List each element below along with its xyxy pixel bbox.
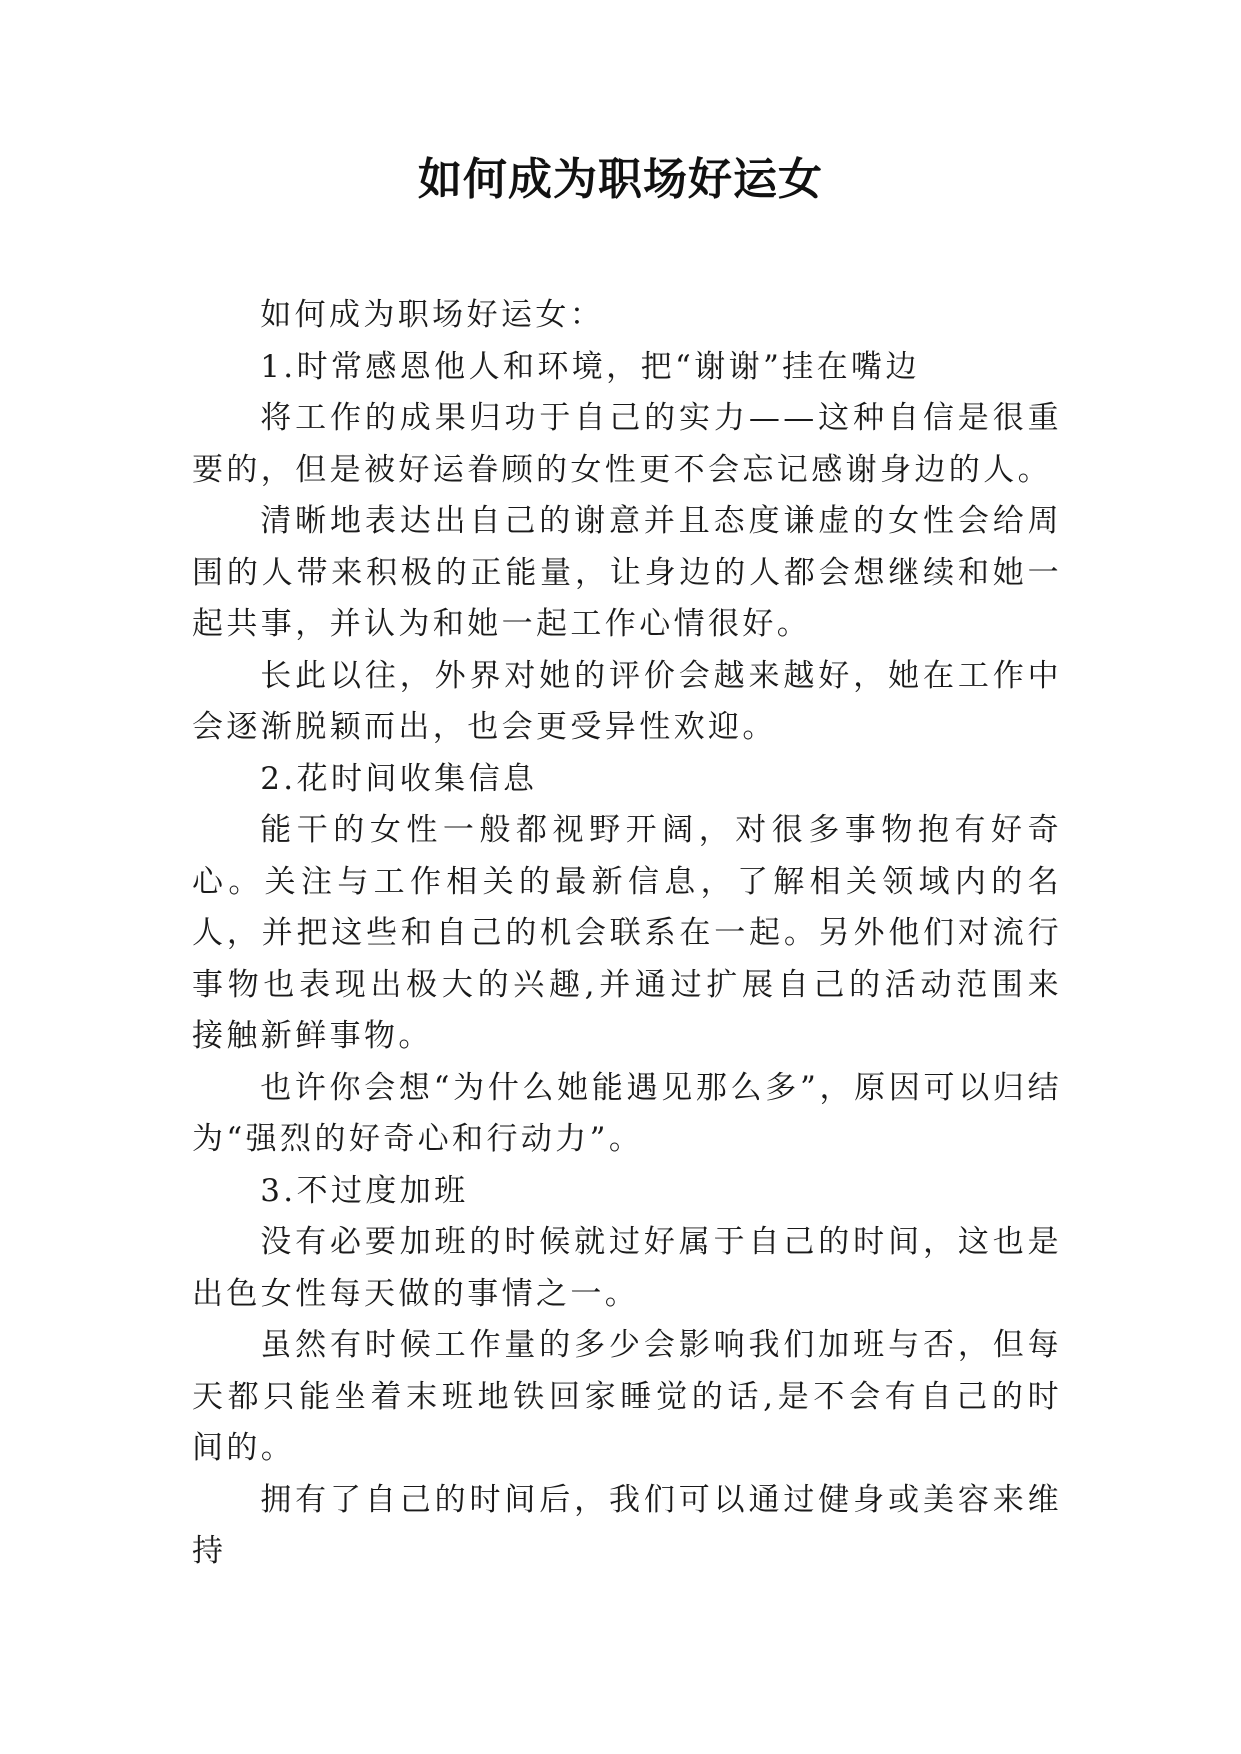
paragraph-intro: 如何成为职场好运女： — [260, 297, 605, 333]
document-body — [192, 290, 1062, 1578]
document-title: 如何成为职场好运女 — [418, 154, 823, 205]
paragraph: 将工作的成果归功于自己的实力——这种自信是很重要的，但是被好运眷顾的女性更不会忘记感谢身边的人。 — [192, 400, 1062, 488]
paragraph: 虽然有时候工作量的多少会影响我们加班与否，但每天都只能坐着末班地铁回家睡觉的话,是不会有自己的时间的。 — [192, 1327, 1062, 1466]
paragraph: 没有必要加班的时候就过好属于自己的时间，这也是出色女性每天做的事情之一。 — [192, 1224, 1062, 1312]
paragraph: 也许你会想“为什么她能遇见那么多”，原因可以归结为“强烈的好奇心和行动力”。 — [192, 1069, 1062, 1157]
heading-point-3: 3.不过度加班 — [260, 1172, 469, 1209]
paragraph: 能干的女性一般都视野开阔，对很多事物抱有好奇心。关注与工作相关的最新信息，了解相关领域内的名人，并把这些和自己的机会联系在一起。另外他们对流行事物也表现出极大的兴趣,并通过扩展自己的活动范围来接触新鲜事物。 — [192, 812, 1062, 1054]
paragraph: 长此以往，外界对她的评价会越来越好，她在工作中会逐渐脱颖而出，也会更受异性欢迎。 — [192, 657, 1062, 745]
heading-point-2: 2.花时间收集信息 — [260, 760, 538, 797]
paragraph: 清晰地表达出自己的谢意并且态度谦虚的女性会给周围的人带来积极的正能量，让身边的人都会想继续和她一起共事，并认为和她一起工作心情很好。 — [192, 503, 1062, 642]
paragraph: 拥有了自己的时间后，我们可以通过健身或美容来维持 — [192, 1481, 1062, 1569]
heading-point-1: 1.时常感恩他人和环境，把“谢谢”挂在嘴边 — [260, 348, 920, 385]
